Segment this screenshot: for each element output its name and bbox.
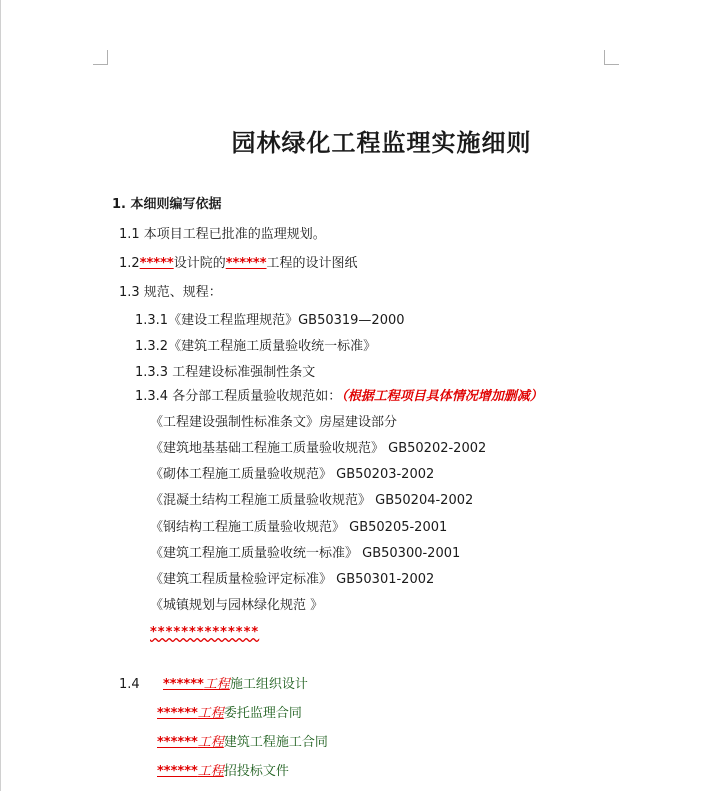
document-title: 园林绿化工程监理实施细则	[231, 129, 532, 157]
item-1-4-project: 工程	[197, 764, 224, 779]
item-1-4-stars: ******	[157, 764, 198, 779]
item-1-4-project: 工程	[203, 677, 230, 692]
item-1-4-stars: ******	[163, 677, 204, 692]
item-1-4-num: 1.4	[119, 677, 140, 692]
item-1-3-4-note: （根据工程项目具体情况增加删减）	[341, 389, 543, 404]
item-1-2	[119, 255, 358, 273]
item-1-4-row	[163, 676, 308, 694]
item-1-4-text: 建筑工程施工合同	[223, 735, 328, 750]
item-1-4-stars: ******	[157, 706, 198, 721]
item-1-4-project: 工程	[197, 735, 224, 750]
standard-item: 《砌体工程施工质量验收规范》 GB50203-2002	[150, 467, 435, 482]
standard-item: 《建筑工程质量检验评定标准》 GB50301-2002	[150, 572, 435, 587]
item-1-2-text-1: 设计院的	[173, 256, 226, 271]
standard-item: 《城镇规划与园林绿化规范 》	[150, 598, 324, 613]
placeholder-stars: **************	[150, 625, 260, 640]
item-1-2-stars-2: ******	[225, 256, 267, 271]
item-1-2-num: 1.2	[119, 256, 140, 271]
standard-item: 《混凝土结构工程施工质量验收规范》 GB50204-2002	[150, 493, 474, 508]
item-1-4-stars: ******	[157, 735, 198, 750]
standard-item: 《钢结构工程施工质量验收规范》 GB50205-2001	[150, 520, 448, 535]
item-1-4-row	[157, 734, 328, 752]
item-1-3-1: 1.3.1《建设工程监理规范》GB50319—2000	[135, 313, 405, 328]
item-1-2-text-2: 工程的设计图纸	[266, 256, 358, 271]
item-1-3-4	[135, 388, 543, 406]
section-heading-1: 1. 本细则编写依据	[112, 197, 222, 212]
standard-item: 《建筑地基基础工程施工质量验收规范》 GB50202-2002	[150, 441, 487, 456]
item-1-2-stars-1: *****	[139, 256, 174, 271]
crop-mark-top-right	[604, 50, 619, 65]
item-1-1: 1.1 本项目工程已批准的监理规划。	[119, 227, 326, 242]
item-1-4-text: 委托监理合同	[223, 706, 302, 721]
item-1-3: 1.3 规范、规程：	[119, 285, 222, 300]
page-left-edge	[0, 0, 1, 791]
item-1-3-4-text: 1.3.4 各分部工程质量验收规范如：	[135, 389, 342, 404]
item-1-4-text: 施工组织设计	[229, 677, 308, 692]
item-1-4-project: 工程	[197, 706, 224, 721]
item-1-3-2: 1.3.2《建筑工程施工质量验收统一标准》	[135, 339, 377, 354]
item-1-4-text: 招投标文件	[223, 764, 289, 779]
item-1-4-row	[157, 763, 289, 781]
standard-item: 《建筑工程施工质量验收统一标准》 GB50300-2001	[150, 546, 461, 561]
crop-mark-top-left	[93, 50, 108, 65]
item-1-4-row	[157, 705, 302, 723]
standard-item: 《工程建设强制性标准条文》房屋建设部分	[150, 415, 398, 430]
item-1-3-3: 1.3.3 工程建设标准强制性条文	[135, 365, 316, 380]
